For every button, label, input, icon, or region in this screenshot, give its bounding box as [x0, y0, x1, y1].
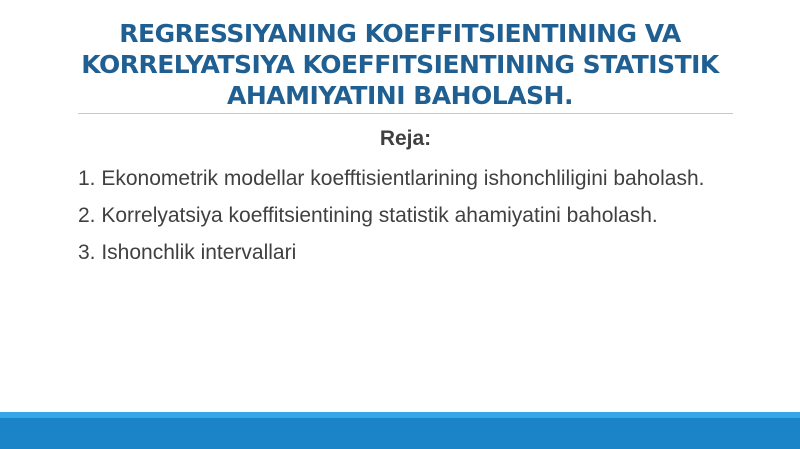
slide-title: REGRESSIYANING KOEFFITSIENTINING VA KORRELYATSIYA KOEFFITSIENTINING STATISTIK AHAMIYATINI BAHOLASH. [81, 19, 719, 110]
plan-list [78, 164, 728, 275]
plan-item: 2. Korrelyatsiya koeffitsientining statistik ahamiyatini baholash. [78, 204, 658, 227]
footer-bar [0, 412, 800, 449]
footer-band [0, 418, 800, 449]
plan-item: 1. Ekonometrik modellar koefftisientlarining ishonchliligini baholash. [78, 167, 705, 190]
plan-item: 3. Ishonchlik intervallari [78, 241, 297, 264]
title-divider [78, 113, 733, 114]
plan-heading: Reja: [379, 127, 432, 150]
